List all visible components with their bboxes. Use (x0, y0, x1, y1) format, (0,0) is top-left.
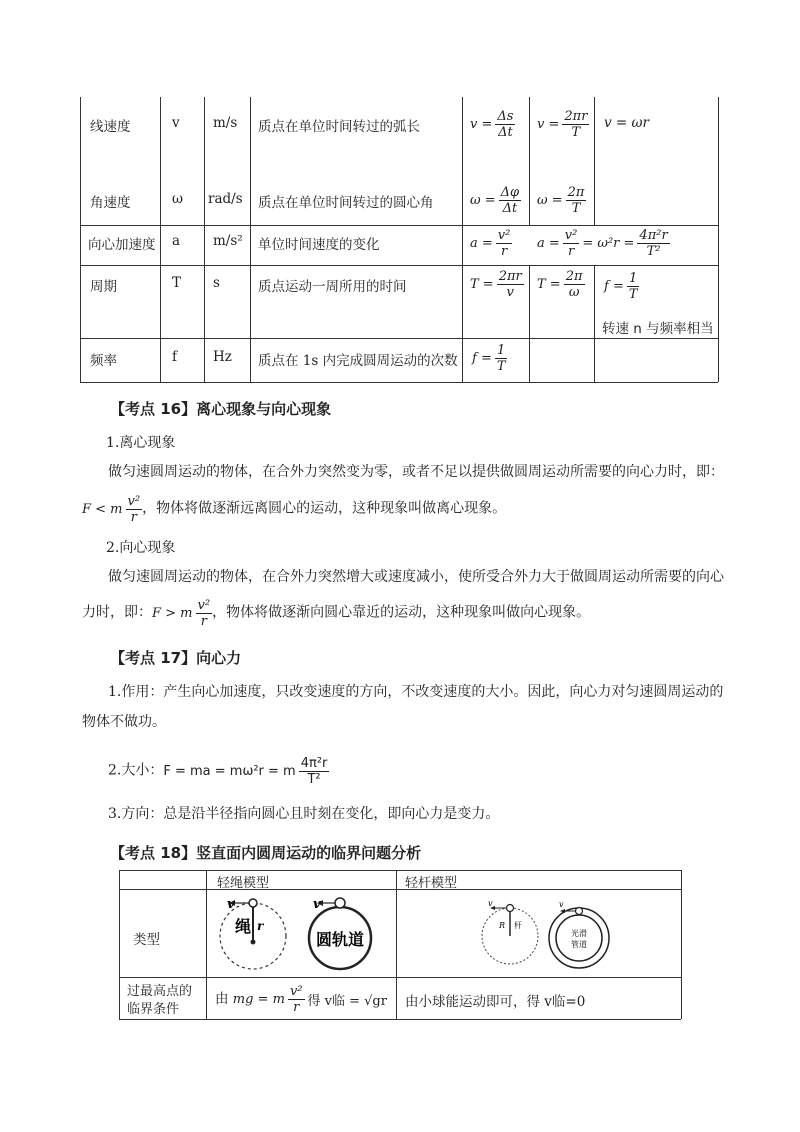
cell-meaning: 单位时间速度的变化 (258, 237, 380, 253)
row-type-label: 类型 (133, 932, 160, 948)
cell-name-frequency: 频率 (90, 353, 117, 369)
cell-symbol: v (172, 115, 180, 131)
rod-label: 杆 (514, 921, 522, 930)
velocity-label: v (227, 897, 235, 912)
rod-tube-diagram (479, 896, 619, 976)
rope-track-diagram (215, 892, 395, 976)
cell-unit: s (213, 275, 220, 291)
tube-label-1: 光滑 (571, 929, 587, 938)
paragraph-effect-2: 物体不做功。 (82, 714, 166, 730)
row-condition-label-1: 过最高点的 (127, 984, 193, 999)
rope-label: 绳 (235, 917, 252, 936)
heading-16: 【考点 16】离心现象与向心现象 (110, 400, 332, 418)
formula-v-def: v = $\frac{\Delta s}{\Delta t}$ (470, 109, 514, 140)
paragraph-centrifugal-1: 做匀速圆周运动的物体，在合外力突然变为零，或者不足以提供做圆周运动所需要的向心力时，即： (108, 464, 724, 480)
cell-name-linear-velocity: 线速度 (90, 119, 131, 135)
velocity-label: v (313, 897, 321, 912)
formula-a-expanded: a = $\frac{\text{v²}}{r}$ = ω²r = $\frac{\text{4π²r}}{\text{T²}}$ (537, 228, 668, 259)
track-label: 圆轨道 (316, 930, 365, 949)
quantities-table (80, 97, 718, 382)
formula-f-period: f = $\frac{1}{T}$ (604, 271, 638, 302)
cell-unit: Hz (213, 349, 232, 365)
row-divider (80, 338, 718, 339)
cell-symbol: ω (172, 191, 184, 207)
column-rod-model: 轻杆模型 (405, 876, 458, 891)
critical-condition-table (119, 870, 681, 1020)
paragraph-magnitude: 2.大小： F = ma = mω²r = m $\frac{\text{4π²r}}{\text{T²}}$ (108, 756, 328, 787)
cell-unit: rad/s (208, 191, 243, 207)
table-left-border (80, 97, 81, 382)
table-right-border (718, 97, 719, 382)
cell-meaning: 质点在单位时间转过的圆心角 (258, 195, 434, 211)
formula-T-def: T = $\frac{2\pi r}{v}$ (470, 269, 522, 300)
cell-symbol: f (172, 349, 177, 365)
velocity-label: v (559, 900, 564, 909)
cell-symbol: a (172, 233, 181, 249)
row-divider (80, 265, 718, 266)
radius-label: R (499, 921, 506, 930)
cell-meaning: 质点在单位时间转过的弧长 (258, 119, 420, 135)
heading-17: 【考点 17】向心力 (110, 649, 242, 667)
condition-rope: 由 mg = m $\frac{\text{v²}}{r}$ 得 v临 = √gr (215, 984, 387, 1015)
cell-name-period: 周期 (90, 279, 117, 295)
cell-name-centripetal-acceleration: 向心加速度 (88, 237, 156, 253)
formula-v-omega: v = ωr (604, 115, 649, 131)
paragraph-centrifugal-2: F < m $\frac{\text{v²}}{r}$ ，物体将做逐渐远离圆心的运动，这种现象叫做离心现象。 (82, 494, 507, 525)
radius-label: r (257, 919, 264, 933)
tube-label-2: 管道 (571, 940, 587, 949)
paragraph-direction: 3.方向：总是沿半径指向圆心且时刻在变化，即向心力是变力。 (108, 806, 500, 822)
row-condition-label-2: 临界条件 (127, 1002, 180, 1017)
paragraph-centripetal-2: 力时，即： F > m $\frac{\text{v²}}{r}$ ，物体将做逐渐向圆心靠近的运动，这种现象叫做向心现象。 (82, 598, 591, 629)
heading-18: 【考点 18】竖直面内圆周运动的临界问题分析 (110, 844, 422, 862)
cell-name-angular-velocity: 角速度 (90, 195, 131, 211)
cell-unit: m/s² (213, 233, 243, 249)
column-rope-model: 轻绳模型 (217, 876, 270, 891)
formula-w-def: ω = $\frac{\Delta\varphi}{\Delta t}$ (470, 185, 520, 216)
formula-a-def: a = $\frac{\text{v²}}{r}$ (470, 228, 511, 259)
paragraph-effect-1: 1.作用：产生向心加速度，只改变速度的方向，不改变速度的大小。因此，向心力对匀速圆周运动的 (108, 684, 724, 700)
condition-rod: 由小球能运动即可，得 v临=0 (405, 994, 586, 1010)
cell-meaning: 质点运动一周所用的时间 (258, 279, 407, 295)
table-bottom-border (80, 382, 718, 383)
formula-v-period: v = $\frac{2\pi r}{T}$ (537, 109, 588, 140)
formula-w-period: ω = $\frac{2\pi}{T}$ (537, 185, 585, 216)
note-rotation-speed: 转速 n 与频率相当 (602, 321, 714, 337)
cell-meaning: 质点在 1s 内完成圆周运动的次数 (258, 353, 458, 369)
subheading-centripetal: 2.向心现象 (106, 540, 176, 556)
subheading-centrifugal: 1.离心现象 (106, 435, 176, 451)
row-divider (80, 225, 718, 226)
velocity-label: v (488, 899, 493, 908)
formula-T-omega: T = $\frac{2\pi}{\omega}$ (537, 269, 583, 300)
paragraph-centripetal-1: 做匀速圆周运动的物体，在合外力突然增大或速度减小，使所受合外力大于做圆周运动所需要的向心 (108, 569, 724, 585)
cell-symbol: T (172, 275, 182, 291)
cell-unit: m/s (213, 115, 238, 131)
formula-f-def: f = $\frac{1}{T}$ (472, 343, 506, 374)
